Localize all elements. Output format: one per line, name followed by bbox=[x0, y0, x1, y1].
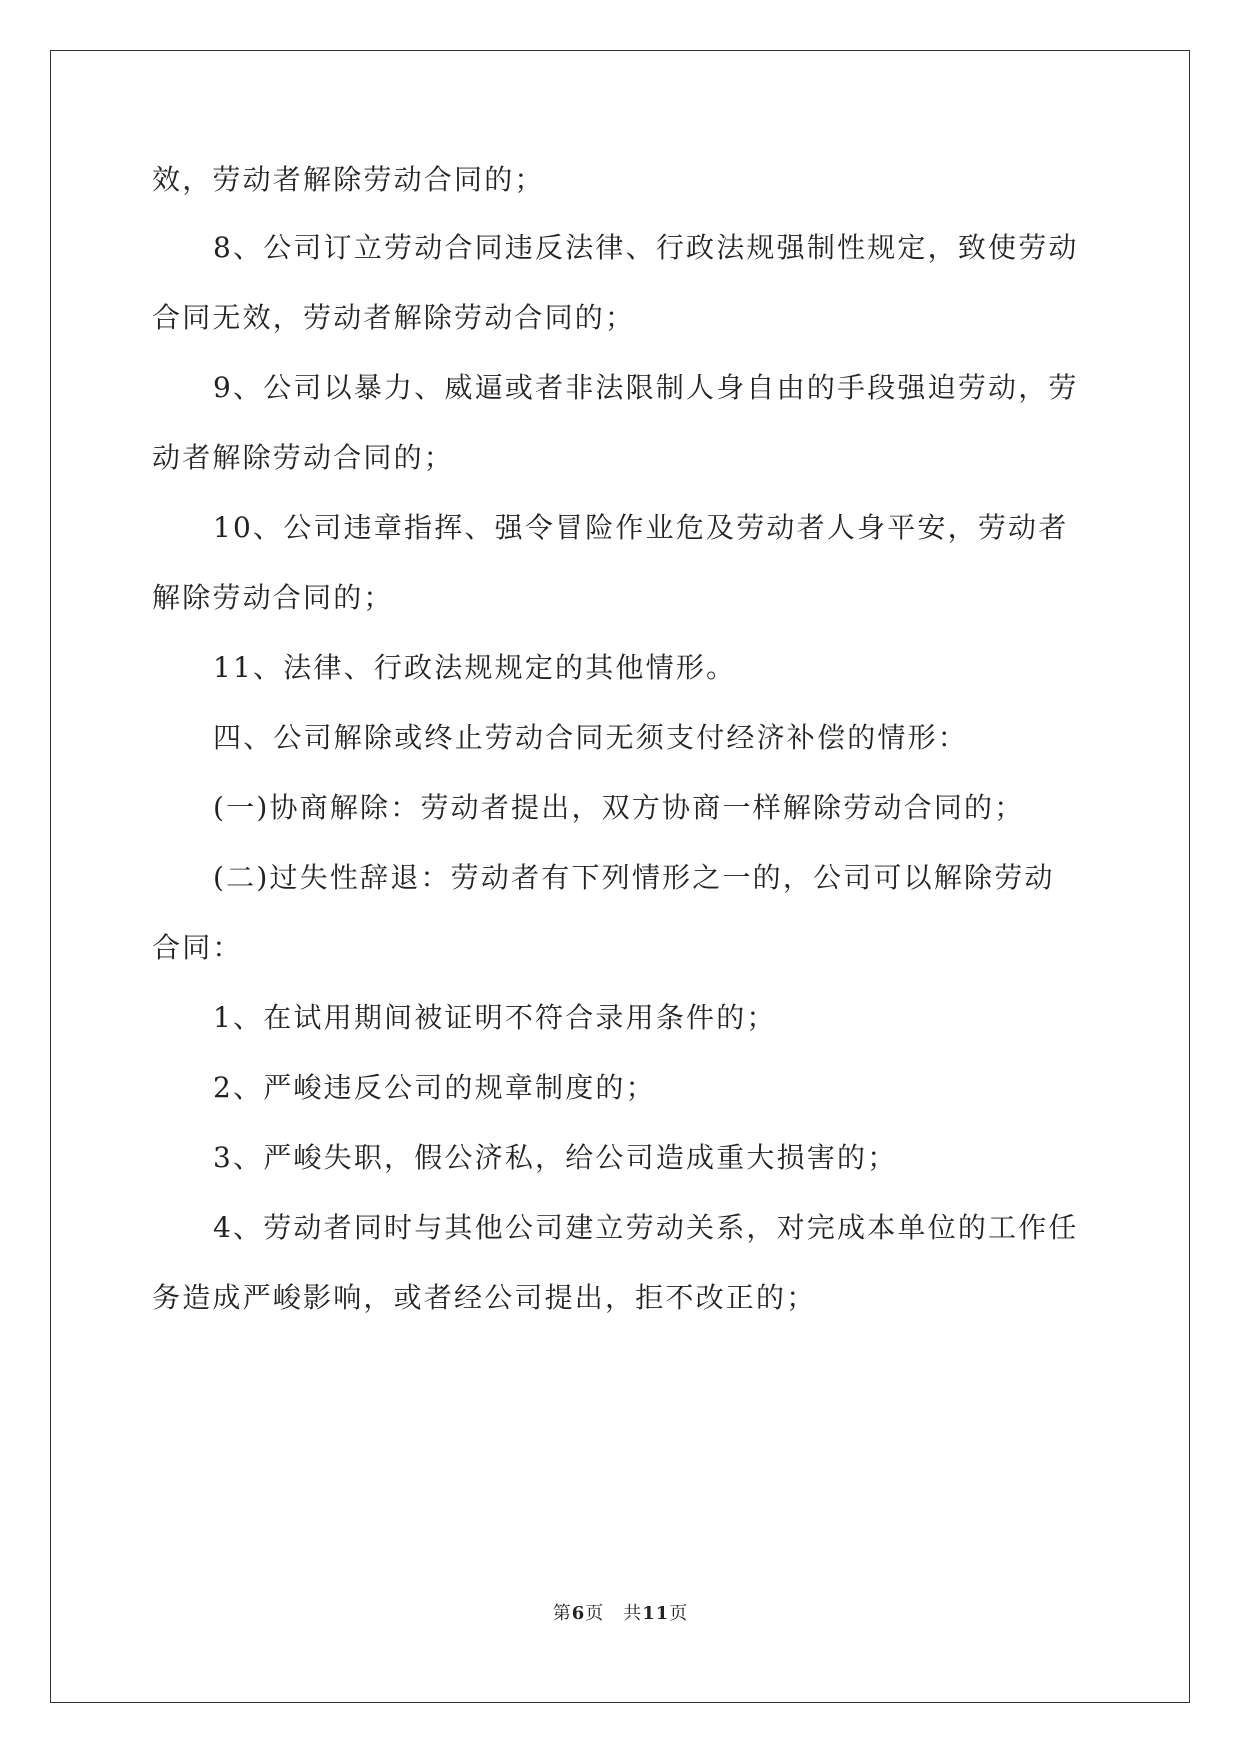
section-heading: 四、公司解除或终止劳动合同无须支付经济补偿的情形： bbox=[213, 721, 969, 754]
text-line: 务造成严峻影响，或者经公司提出，拒不改正的； bbox=[152, 1281, 817, 1314]
text-line: (二)过失性辞退：劳动者有下列情形之一的，公司可以解除劳动 bbox=[213, 861, 1055, 894]
text-line: 2、严峻违反公司的规章制度的； bbox=[213, 1071, 656, 1104]
text-line: 10、公司违章指挥、强令冒险作业危及劳动者人身平安，劳动者 bbox=[213, 511, 1069, 544]
page-suffix: 页 bbox=[669, 1603, 689, 1624]
text-line: 9、公司以暴力、威逼或者非法限制人身自由的手段强迫劳动，劳 bbox=[213, 371, 1079, 404]
page-footer bbox=[0, 1602, 1241, 1626]
page-number: 6 bbox=[571, 1603, 586, 1624]
text-line: 8、公司订立劳动合同违反法律、行政法规强制性规定，致使劳动 bbox=[213, 231, 1079, 264]
text-line: (一)协商解除：劳动者提出，双方协商一样解除劳动合同的； bbox=[213, 791, 1025, 824]
page-mid: 页 共 bbox=[585, 1603, 643, 1624]
text-line: 效，劳动者解除劳动合同的； bbox=[152, 163, 545, 196]
text-line: 4、劳动者同时与其他公司建立劳动关系，对完成本单位的工作任 bbox=[213, 1211, 1079, 1244]
text-line: 1、在试用期间被证明不符合录用条件的； bbox=[213, 1001, 777, 1034]
text-line: 合同无效，劳动者解除劳动合同的； bbox=[152, 301, 636, 334]
text-line: 解除劳动合同的； bbox=[152, 581, 394, 614]
text-line: 11、法律、行政法规规定的其他情形。 bbox=[213, 651, 737, 684]
page-prefix: 第 bbox=[552, 1603, 572, 1624]
text-line: 合同： bbox=[152, 931, 243, 964]
page-total: 11 bbox=[642, 1603, 670, 1624]
text-line: 3、严峻失职，假公济私，给公司造成重大损害的； bbox=[213, 1141, 898, 1174]
text-line: 动者解除劳动合同的； bbox=[152, 441, 455, 474]
